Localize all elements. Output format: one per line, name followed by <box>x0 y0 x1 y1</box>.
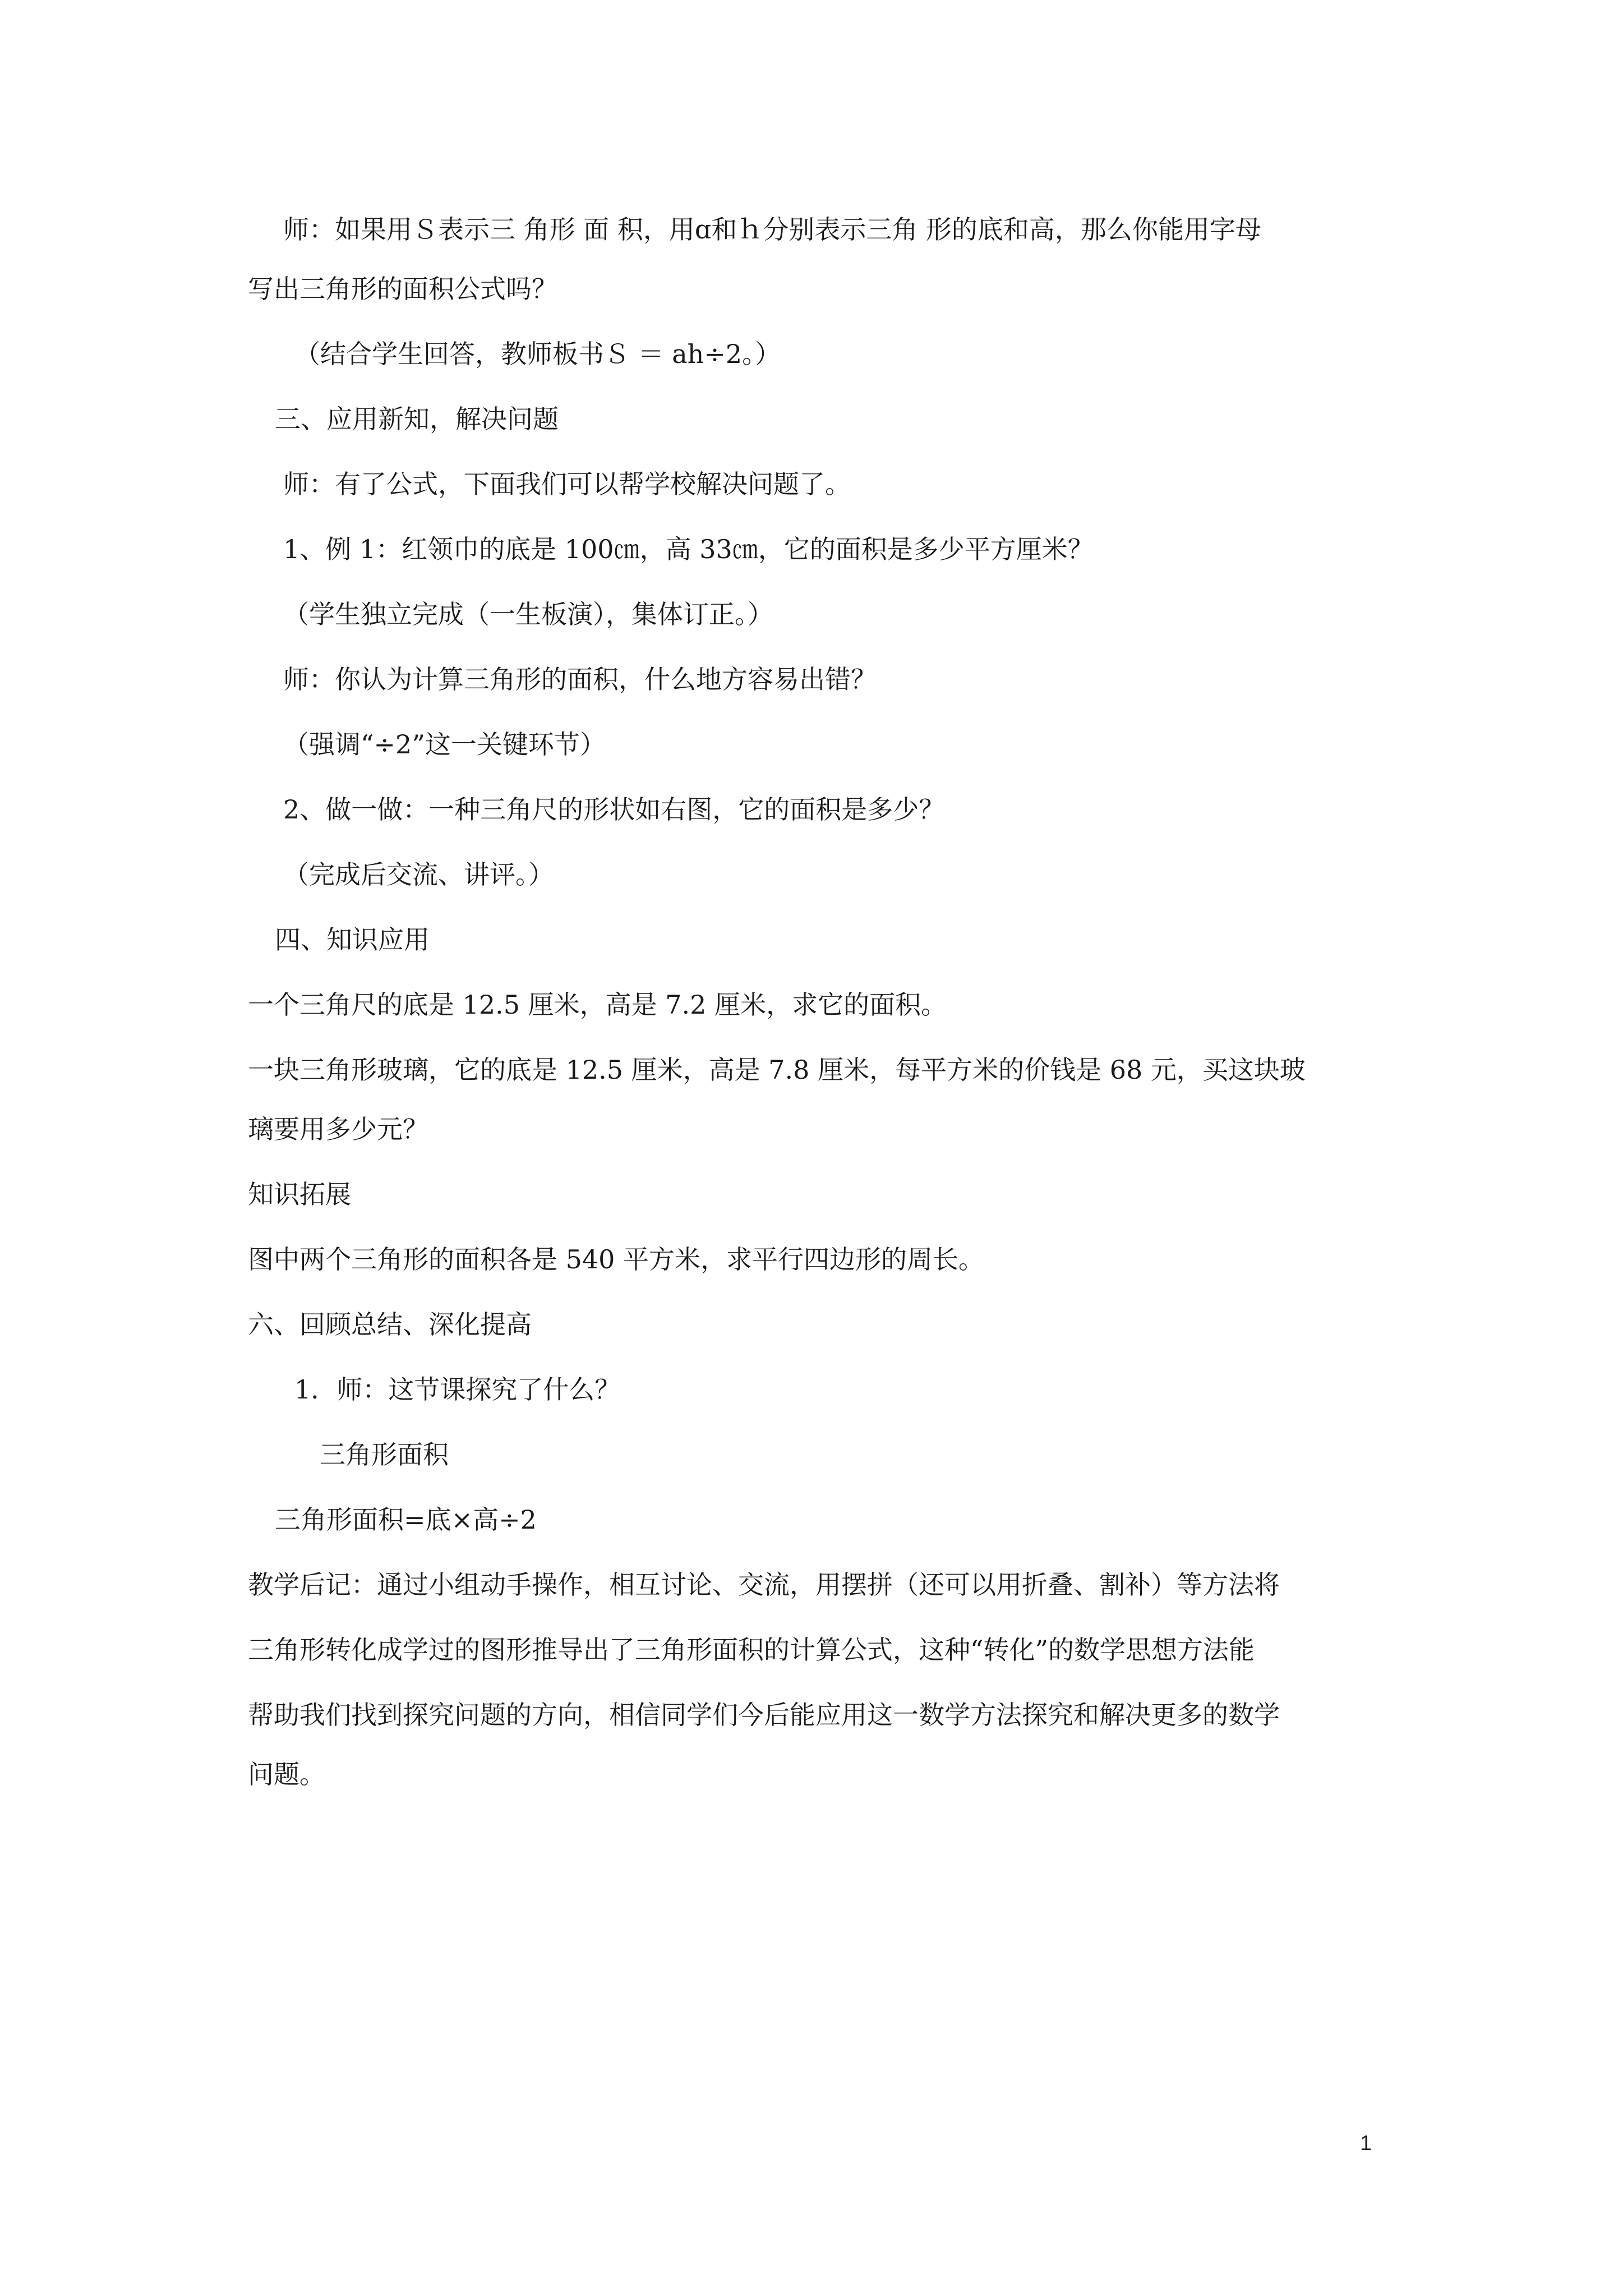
para-reflection-line3: 帮助我们找到探究问题的方向，相信同学们今后能应用这一数学方法探究和解决更多的数学 <box>248 1700 1280 1730</box>
para-teacher-error: 师：你认为计算三角形的面积，什么地方容易出错？ <box>283 664 877 694</box>
section-heading-3: 三、应用新知，解决问题 <box>275 404 559 434</box>
para-example-1: 1、例 1：红领巾的底是 100㎝，高 33㎝，它的面积是多少平方厘米？ <box>283 534 1094 564</box>
para-teacher-question-line1: 师：如果用Ｓ表示三 角形 面 积，用ɑ和ｈ分别表示三角 形的底和高，那么你能用字母 <box>283 214 1261 245</box>
para-problem-2-line1: 一块三角形玻璃，它的底是 12.5 厘米，高是 7.8 厘米，每平方米的价钱是 68 元，买这块玻 <box>248 1055 1306 1085</box>
para-problem-1: 一个三角尺的底是 12.5 厘米，高是 7.2 厘米，求它的面积。 <box>248 990 947 1020</box>
page-number: 1 <box>1360 2132 1372 2155</box>
para-exchange: （完成后交流、讲评。） <box>283 859 554 890</box>
para-extension-problem: 图中两个三角形的面积各是 540 平方米，求平行四边形的周长。 <box>248 1244 985 1274</box>
para-board-formula: （结合学生回答，教师板书Ｓ ＝ ah÷2。） <box>294 339 781 369</box>
para-problem-2-line2: 璃要用多少元？ <box>248 1114 428 1144</box>
para-summary-question: 1．师：这节课探究了什么？ <box>294 1374 621 1405</box>
para-summary-topic: 三角形面积 <box>320 1439 449 1470</box>
section-heading-4: 四、知识应用 <box>275 924 430 955</box>
para-reflection-line4: 问题。 <box>248 1759 325 1789</box>
para-teacher-formula: 师：有了公式，下面我们可以帮学校解决问题了。 <box>283 469 851 499</box>
section-heading-6: 六、回顾总结、深化提高 <box>248 1309 532 1340</box>
section-heading-extension: 知识拓展 <box>248 1179 351 1209</box>
para-reflection-line2: 三角形转化成学过的图形推导出了三角形面积的计算公式，这种“转化”的数学思想方法能 <box>248 1635 1255 1665</box>
para-summary-formula: 三角形面积=底×高÷2 <box>275 1504 537 1535</box>
para-reflection-line1: 教学后记：通过小组动手操作，相互讨论、交流，用摆拼（还可以用折叠、割补）等方法将 <box>248 1570 1280 1600</box>
para-teacher-question-line2: 写出三角形的面积公式吗？ <box>248 274 557 304</box>
para-exercise-2: 2、做一做：一种三角尺的形状如右图，它的面积是多少？ <box>283 794 945 825</box>
para-emphasis: （强调“÷2”这一关键环节） <box>283 729 606 760</box>
para-student-work: （学生独立完成（一生板演），集体订正。） <box>283 599 773 629</box>
